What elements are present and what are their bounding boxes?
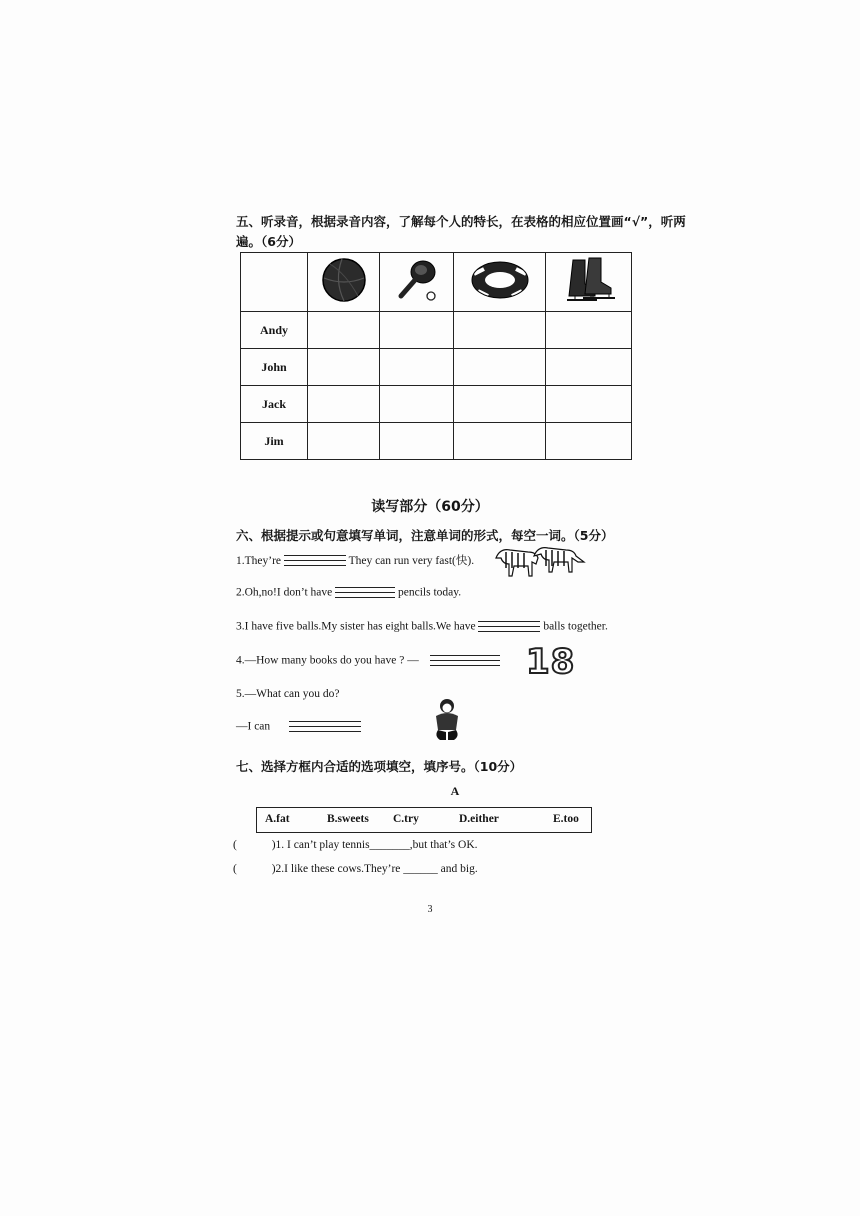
question-6-2 <box>236 586 461 600</box>
answer-cell[interactable] <box>546 349 632 386</box>
reading-writing-heading: 读写部分（60分） <box>371 499 489 515</box>
basketball-icon <box>308 253 380 312</box>
child-doing-somersault-icon <box>430 696 464 742</box>
option-b: B.sweets <box>327 813 369 825</box>
answer-cell[interactable] <box>380 312 454 349</box>
question-6-5-answer <box>236 720 361 734</box>
answer-cell[interactable] <box>454 349 546 386</box>
section7-title: 七、选择方框内合适的选项填空，填序号。（10分） <box>236 759 523 774</box>
answer-cell[interactable] <box>546 386 632 423</box>
name-cell-jim: Jim <box>241 423 308 460</box>
ping-pong-icon <box>380 253 454 312</box>
question-7-1 <box>233 839 478 851</box>
section6-title: 六、根据提示或句意填写单词，注意单词的形式，每空一词。（5分） <box>236 528 614 543</box>
table-corner-cell <box>241 253 308 312</box>
answer-blank[interactable] <box>478 620 540 634</box>
q3-after-text: balls together. <box>543 620 608 633</box>
answer-blank[interactable] <box>335 586 395 600</box>
question-6-3 <box>236 620 608 634</box>
name-cell-john: John <box>241 349 308 386</box>
ice-skates-icon <box>546 253 632 312</box>
q7-1-text: )1. I can’t play tennis_______,but that’s OK. <box>271 839 478 851</box>
option-e: E.too <box>553 813 579 825</box>
q3-before-text: 3.I have five balls.My sister has eight balls.We have <box>236 620 476 633</box>
q1-after-text: They can run very fast(快). <box>348 555 475 567</box>
answer-cell[interactable] <box>454 423 546 460</box>
specialty-table <box>240 252 632 460</box>
options-box <box>256 807 592 833</box>
page-number: 3 <box>427 904 433 915</box>
option-d: D.either <box>459 813 499 825</box>
q4-before-text: 4.—How many books do you have ? — <box>236 654 419 667</box>
q2-after-text: pencils today. <box>398 586 462 599</box>
answer-cell[interactable] <box>454 312 546 349</box>
q1-before-text: 1.They’re <box>236 555 282 567</box>
question-6-4 <box>236 654 500 668</box>
zebras-icon <box>490 540 592 584</box>
swim-ring-icon <box>454 253 546 312</box>
answer-paren[interactable]: ( <box>233 863 237 875</box>
q2-before-text: 2.Oh,no!I don’t have <box>236 586 333 599</box>
answer-cell[interactable] <box>380 349 454 386</box>
answer-cell[interactable] <box>380 386 454 423</box>
answer-cell[interactable] <box>308 312 380 349</box>
answer-blank[interactable] <box>289 720 361 734</box>
question-6-1 <box>236 552 474 568</box>
question-6-5-question: 5.—What can you do? <box>236 688 340 700</box>
answer-cell[interactable] <box>546 312 632 349</box>
section5-title: 五、听录音，根据录音内容，了解每个人的特长，在表格的相应位置画“√”，听两遍。（6分） <box>236 214 686 249</box>
number-18-image: 18 <box>526 642 576 682</box>
q7-2-text: )2.I like these cows.They’re ______ and big. <box>271 863 478 875</box>
answer-cell[interactable] <box>308 349 380 386</box>
answer-cell[interactable] <box>380 423 454 460</box>
answer-cell[interactable] <box>308 423 380 460</box>
answer-cell[interactable] <box>454 386 546 423</box>
answer-cell[interactable] <box>308 386 380 423</box>
answer-cell[interactable] <box>546 423 632 460</box>
answer-paren[interactable]: ( <box>233 839 237 851</box>
answer-blank[interactable] <box>430 654 500 668</box>
question-7-2 <box>233 863 478 875</box>
name-cell-jack: Jack <box>241 386 308 423</box>
q5-answer-text: —I can <box>236 720 271 733</box>
group-a-label: A <box>450 784 460 798</box>
name-cell-andy: Andy <box>241 312 308 349</box>
option-a: A.fat <box>265 813 290 825</box>
option-c: C.try <box>393 813 419 825</box>
answer-blank[interactable] <box>284 554 346 568</box>
